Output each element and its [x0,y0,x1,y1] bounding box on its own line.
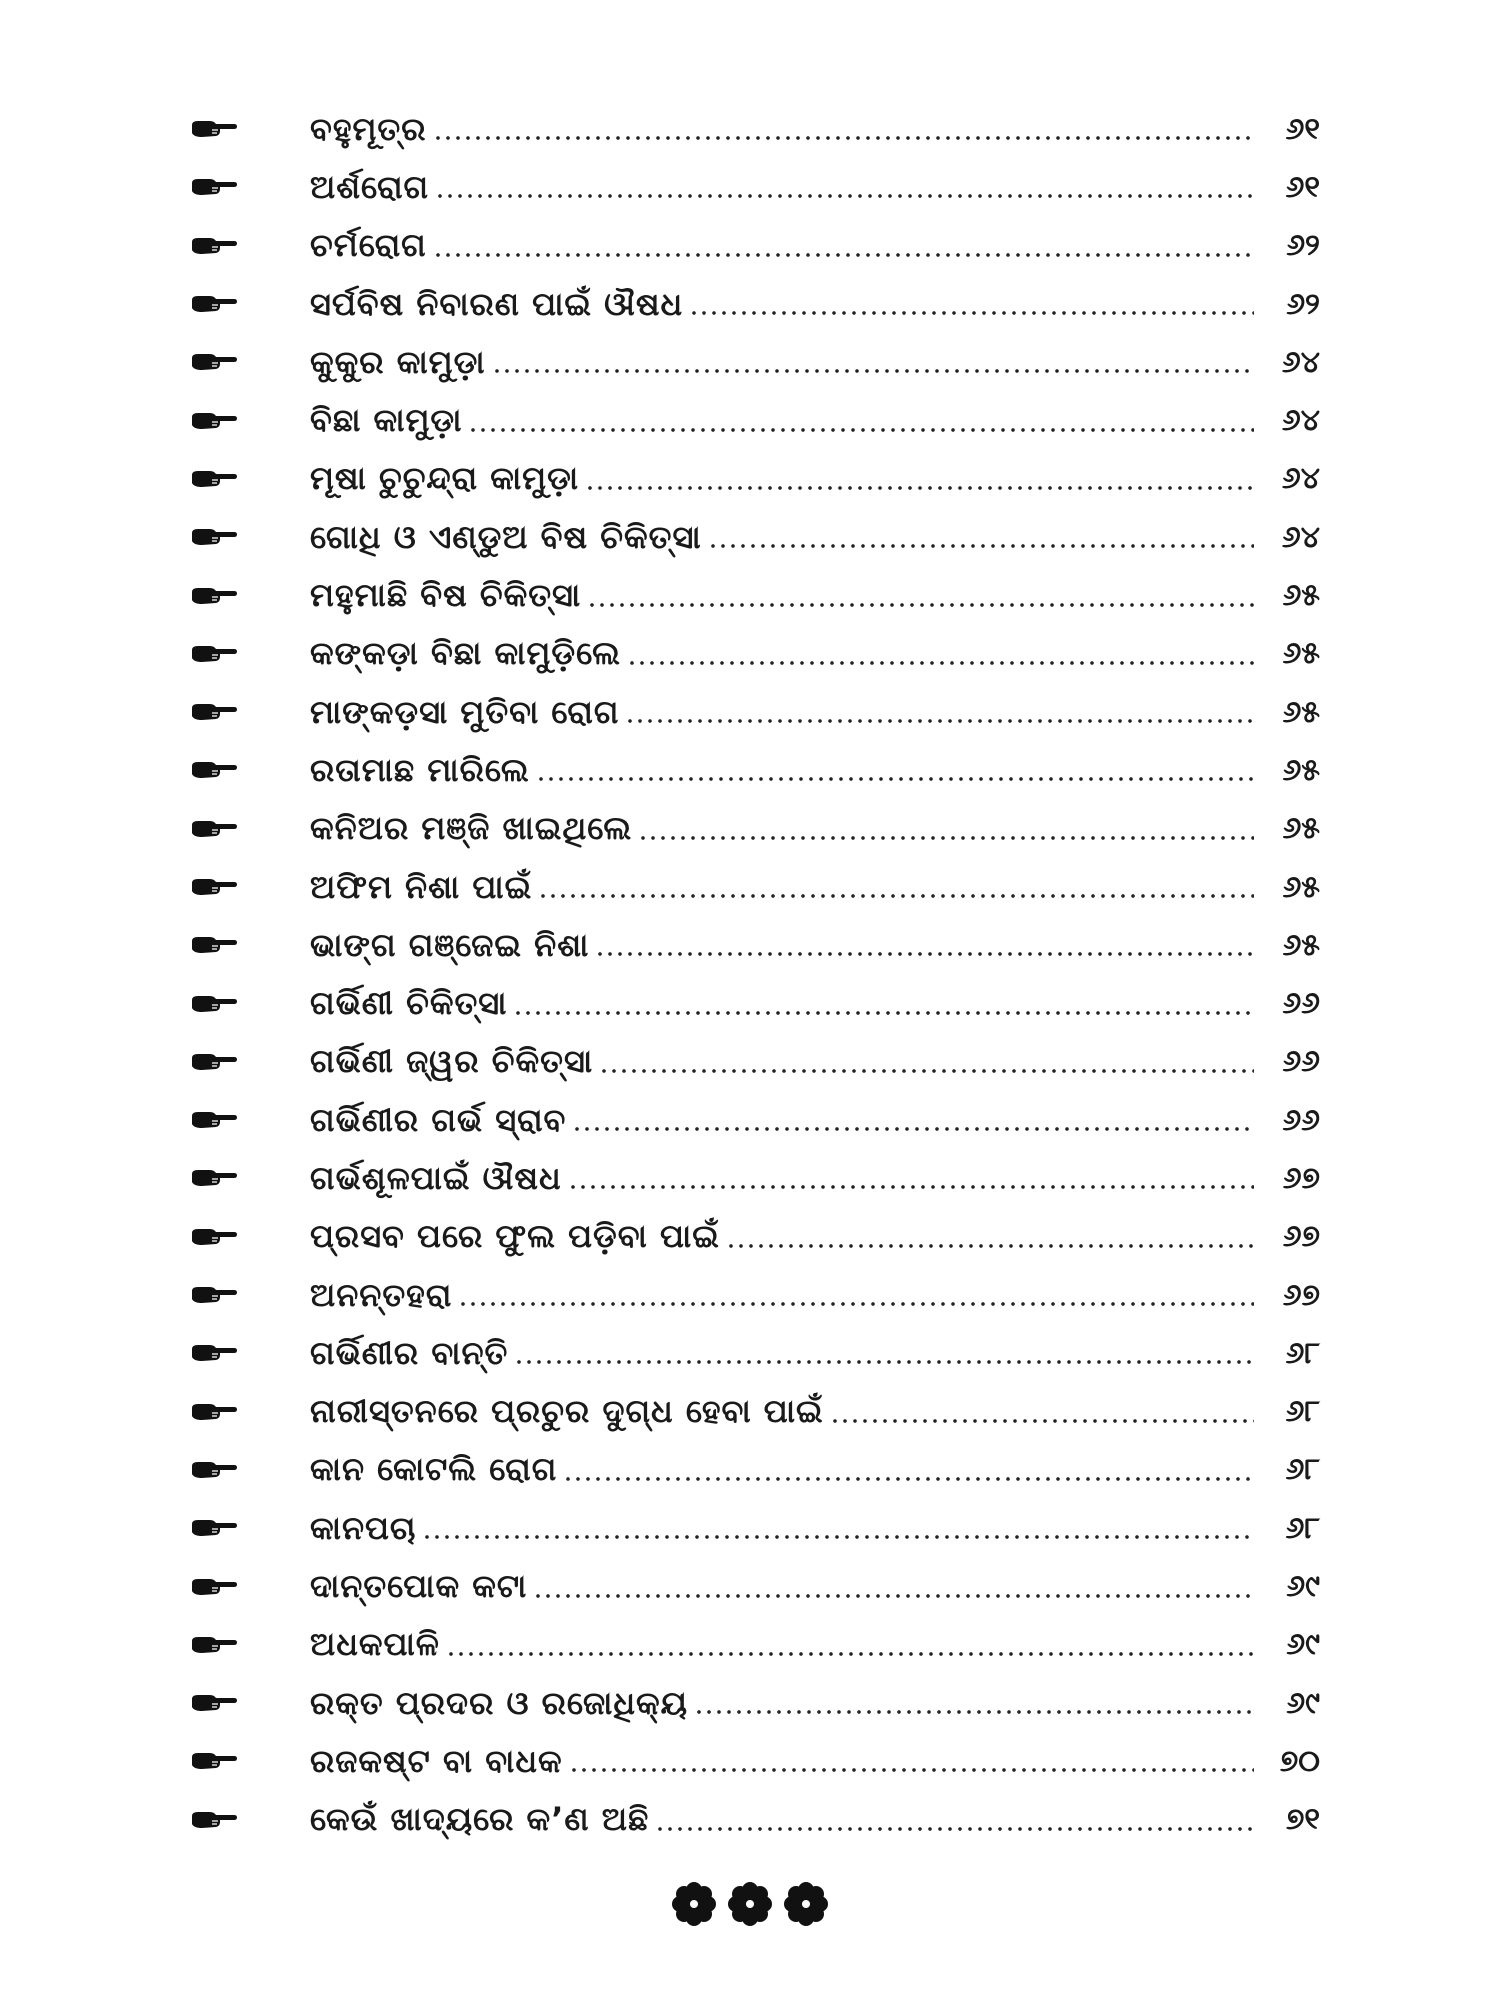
dot-leader [563,1476,1254,1482]
toc-entry-title: ମୂଷା ଚୁଚୁନ୍ଦ୍ରା କାମୁଡ଼ା [310,459,580,498]
dot-leader [726,1243,1254,1249]
flower-icon [726,1880,774,1930]
dot-leader [433,135,1255,141]
dot-leader [533,1593,1254,1599]
toc-entry [190,858,1320,916]
toc-entry-title: ପ୍ରସବ ପରେ ଫୁଲ ପଡ଼ିବା ପାଇଁ [310,1217,720,1256]
toc-entry-title: ଦାନ୍ତପୋକ କଟା [310,1567,528,1606]
toc-entry [190,217,1320,275]
dot-leader [655,1826,1254,1832]
toc-entry-page-number: ୬୭ [1282,1160,1320,1196]
toc-entry [190,391,1320,449]
dot-leader [568,1184,1254,1190]
pointing-hand-icon [190,755,250,785]
toc-entry-title: କେଉଁ ଖାଦ୍ୟରେ କ’ଣ ଅଛି [310,1800,650,1839]
toc-entry-page-number: ୬୯ [1286,1685,1320,1721]
toc-entry-page-number: ୬୧ [1285,111,1320,147]
toc-entry-title: ଅଫିମ ନିଶା ପାଇଁ [310,867,533,906]
toc-entry-page-number: ୬୬ [1282,1102,1320,1138]
pointing-hand-icon [190,1630,250,1660]
toc-entry-title: ଗୋଧି ଓ ଏଣ୍ଡୁଅ ବିଷ ଚିକିତ୍ସା [310,517,702,556]
toc-entry [190,1266,1320,1324]
dot-leader [422,1534,1254,1540]
toc-entry-title: ଗର୍ଭିଣୀ ଜ୍ୱର ଚିକିତ୍ସା [310,1042,594,1081]
dot-leader [708,543,1254,549]
dot-leader [585,485,1254,491]
dot-leader [458,1301,1254,1307]
toc-entry-page-number: ୬୫ [1282,636,1320,672]
pointing-hand-icon [190,989,250,1019]
pointing-hand-icon [190,1455,250,1485]
dot-leader [514,1359,1254,1365]
toc-entry-page-number: ୬୪ [1281,403,1320,439]
dot-leader [572,1126,1254,1132]
toc-entry [190,508,1320,566]
pointing-hand-icon [190,522,250,552]
toc-entry-page-number: ୬୭ [1282,1277,1320,1313]
toc-entry [190,100,1320,158]
toc-entry-title: ଗର୍ଭିଣୀର ବାନ୍ତି [310,1333,509,1372]
toc-entry-title: ରତାମାଛ ମାରିଲେ [310,750,530,789]
toc-entry-page-number: ୬୬ [1282,986,1320,1022]
table-of-contents [190,100,1320,1849]
toc-entry [190,1674,1320,1732]
toc-entry-title: ନାରୀସ୍ତନରେ ପ୍ରଚୁର ଦୁଗ୍ଧ ହେବା ପାଇଁ [310,1392,824,1431]
toc-entry [190,1149,1320,1207]
pointing-hand-icon [190,1047,250,1077]
toc-entry [190,275,1320,333]
pointing-hand-icon [190,1280,250,1310]
pointing-hand-icon [190,1397,250,1427]
toc-entry [190,450,1320,508]
toc-entry-page-number: ୬୪ [1281,519,1320,555]
toc-entry-page-number: ୭୦ [1279,1743,1320,1779]
dot-leader [513,1010,1254,1016]
toc-entry-page-number: ୬୭ [1282,1219,1320,1255]
toc-entry [190,625,1320,683]
pointing-hand-icon [190,1572,250,1602]
dot-leader [625,718,1254,724]
pointing-hand-icon [190,289,250,319]
toc-entry-title: ବିଛା କାମୁଡ଼ା [310,401,463,440]
toc-entry-page-number: ୬୯ [1286,1569,1320,1605]
dot-leader [627,660,1254,666]
dot-leader [468,427,1254,433]
pointing-hand-icon [190,1805,250,1835]
pointing-hand-icon [190,1513,250,1543]
dot-leader [435,193,1254,199]
toc-entry-title: ସର୍ପବିଷ ନିବାରଣ ପାଇଁ ଔଷଧ [310,284,684,323]
pointing-hand-icon [190,114,250,144]
toc-entry [190,741,1320,799]
toc-entry-title: କଙ୍କଡ଼ା ବିଛା କାମୁଡ଼ିଲେ [310,634,621,673]
pointing-hand-icon [190,172,250,202]
pointing-hand-icon [190,464,250,494]
toc-entry [190,683,1320,741]
toc-entry [190,916,1320,974]
dot-leader [569,1767,1254,1773]
toc-entry-title: ରଜକଷ୍ଟ ବା ବାଧକ [310,1741,563,1780]
dot-leader [433,252,1254,258]
toc-entry [190,1616,1320,1674]
toc-entry-title: ଅନନ୍ତହରା [310,1275,453,1314]
pointing-hand-icon [190,1338,250,1368]
pointing-hand-icon [190,347,250,377]
toc-entry-title: କାନପଚା [310,1508,417,1547]
pointing-hand-icon [190,1222,250,1252]
flower-icon [782,1880,830,1930]
toc-entry [190,974,1320,1032]
toc-entry-page-number: ୬୧ [1285,169,1320,205]
toc-entry-page-number: ୬୮ [1285,1452,1320,1488]
pointing-hand-icon [190,1105,250,1135]
dot-leader [694,1709,1254,1715]
toc-entry [190,1499,1320,1557]
toc-entry-title: ଗର୍ଭଶୂଳପାଇଁ ଔଷଧ [310,1158,562,1197]
toc-entry-title: ଅର୍ଶରୋଗ [310,167,430,206]
dot-leader [492,368,1254,374]
toc-entry-title: ରକ୍ତ ପ୍ରଦର ଓ ରଜୋଧିକ୍ୟ [310,1683,689,1722]
dot-leader [830,1418,1254,1424]
toc-entry [190,800,1320,858]
toc-entry-page-number: ୬୮ [1285,1394,1320,1430]
toc-entry-title: କାନ କୋଟଲି ରୋଗ [310,1450,558,1489]
dot-leader [595,951,1254,957]
pointing-hand-icon [190,1163,250,1193]
dot-leader [587,602,1254,608]
toc-entry-page-number: ୬୪ [1281,461,1320,497]
toc-entry-title: ଚର୍ମରୋଗ [310,226,427,265]
pointing-hand-icon [190,697,250,727]
dot-leader [538,893,1254,899]
dot-leader [689,310,1254,316]
toc-entry-page-number: ୬୮ [1285,1335,1320,1371]
toc-entry [190,1383,1320,1441]
toc-entry-title: ମହୁମାଛି ବିଷ ଚିକିତ୍ସା [310,576,582,615]
toc-entry-title: କନିଅର ମଞ୍ଜି ଖାଇଥିଲେ [310,809,633,848]
dot-leader [638,835,1254,841]
toc-entry-title: ଭାଙ୍ଗ ଗଞ୍ଜେଇ ନିଶା [310,925,590,964]
toc-entry-page-number: ୬୮ [1285,1510,1320,1546]
toc-entry [190,1091,1320,1149]
pointing-hand-icon [190,1746,250,1776]
pointing-hand-icon [190,872,250,902]
toc-entry-title: ମାଙ୍କଡ଼ସା ମୁତିବା ରୋଗ [310,692,620,731]
toc-entry [190,158,1320,216]
pointing-hand-icon [190,231,250,261]
toc-entry [190,1732,1320,1790]
toc-entry-page-number: ୬୫ [1282,578,1320,614]
dot-leader [446,1651,1254,1657]
toc-entry-page-number: ୬୪ [1281,344,1320,380]
toc-entry-page-number: ୬୯ [1286,1627,1320,1663]
footer-ornament [670,1880,830,1930]
flower-icon [670,1880,718,1930]
pointing-hand-icon [190,1688,250,1718]
toc-entry-page-number: ୬୫ [1282,811,1320,847]
toc-entry-page-number: ୬୨ [1286,228,1320,264]
toc-entry [190,1557,1320,1615]
pointing-hand-icon [190,581,250,611]
toc-entry [190,333,1320,391]
pointing-hand-icon [190,639,250,669]
toc-entry-title: ବହୁମୂତ୍ର [310,109,427,148]
toc-entry-page-number: ୬୬ [1282,1044,1320,1080]
toc-entry [190,1033,1320,1091]
toc-entry [190,1791,1320,1849]
toc-entry-page-number: ୬୫ [1282,752,1320,788]
toc-entry-page-number: ୭୧ [1286,1802,1320,1838]
toc-entry-title: ଗର୍ଭିଣୀର ଗର୍ଭ ସ୍ରାବ [310,1100,567,1139]
pointing-hand-icon [190,814,250,844]
toc-entry [190,1441,1320,1499]
toc-entry-page-number: ୬୨ [1286,286,1320,322]
pointing-hand-icon [190,930,250,960]
toc-entry-page-number: ୬୫ [1282,869,1320,905]
toc-entry-title: କୁକୁର କାମୁଡ଼ା [310,342,486,381]
toc-entry [190,1208,1320,1266]
pointing-hand-icon [190,406,250,436]
toc-entry-page-number: ୬୫ [1282,927,1320,963]
toc-entry [190,566,1320,624]
dot-leader [536,776,1254,782]
toc-entry-title: ଅଧକପାଳି [310,1625,440,1664]
dot-leader [599,1068,1254,1074]
toc-entry [190,1324,1320,1382]
toc-entry-page-number: ୬୫ [1282,694,1320,730]
toc-entry-title: ଗର୍ଭିଣୀ ଚିକିତ୍ସା [310,984,508,1023]
